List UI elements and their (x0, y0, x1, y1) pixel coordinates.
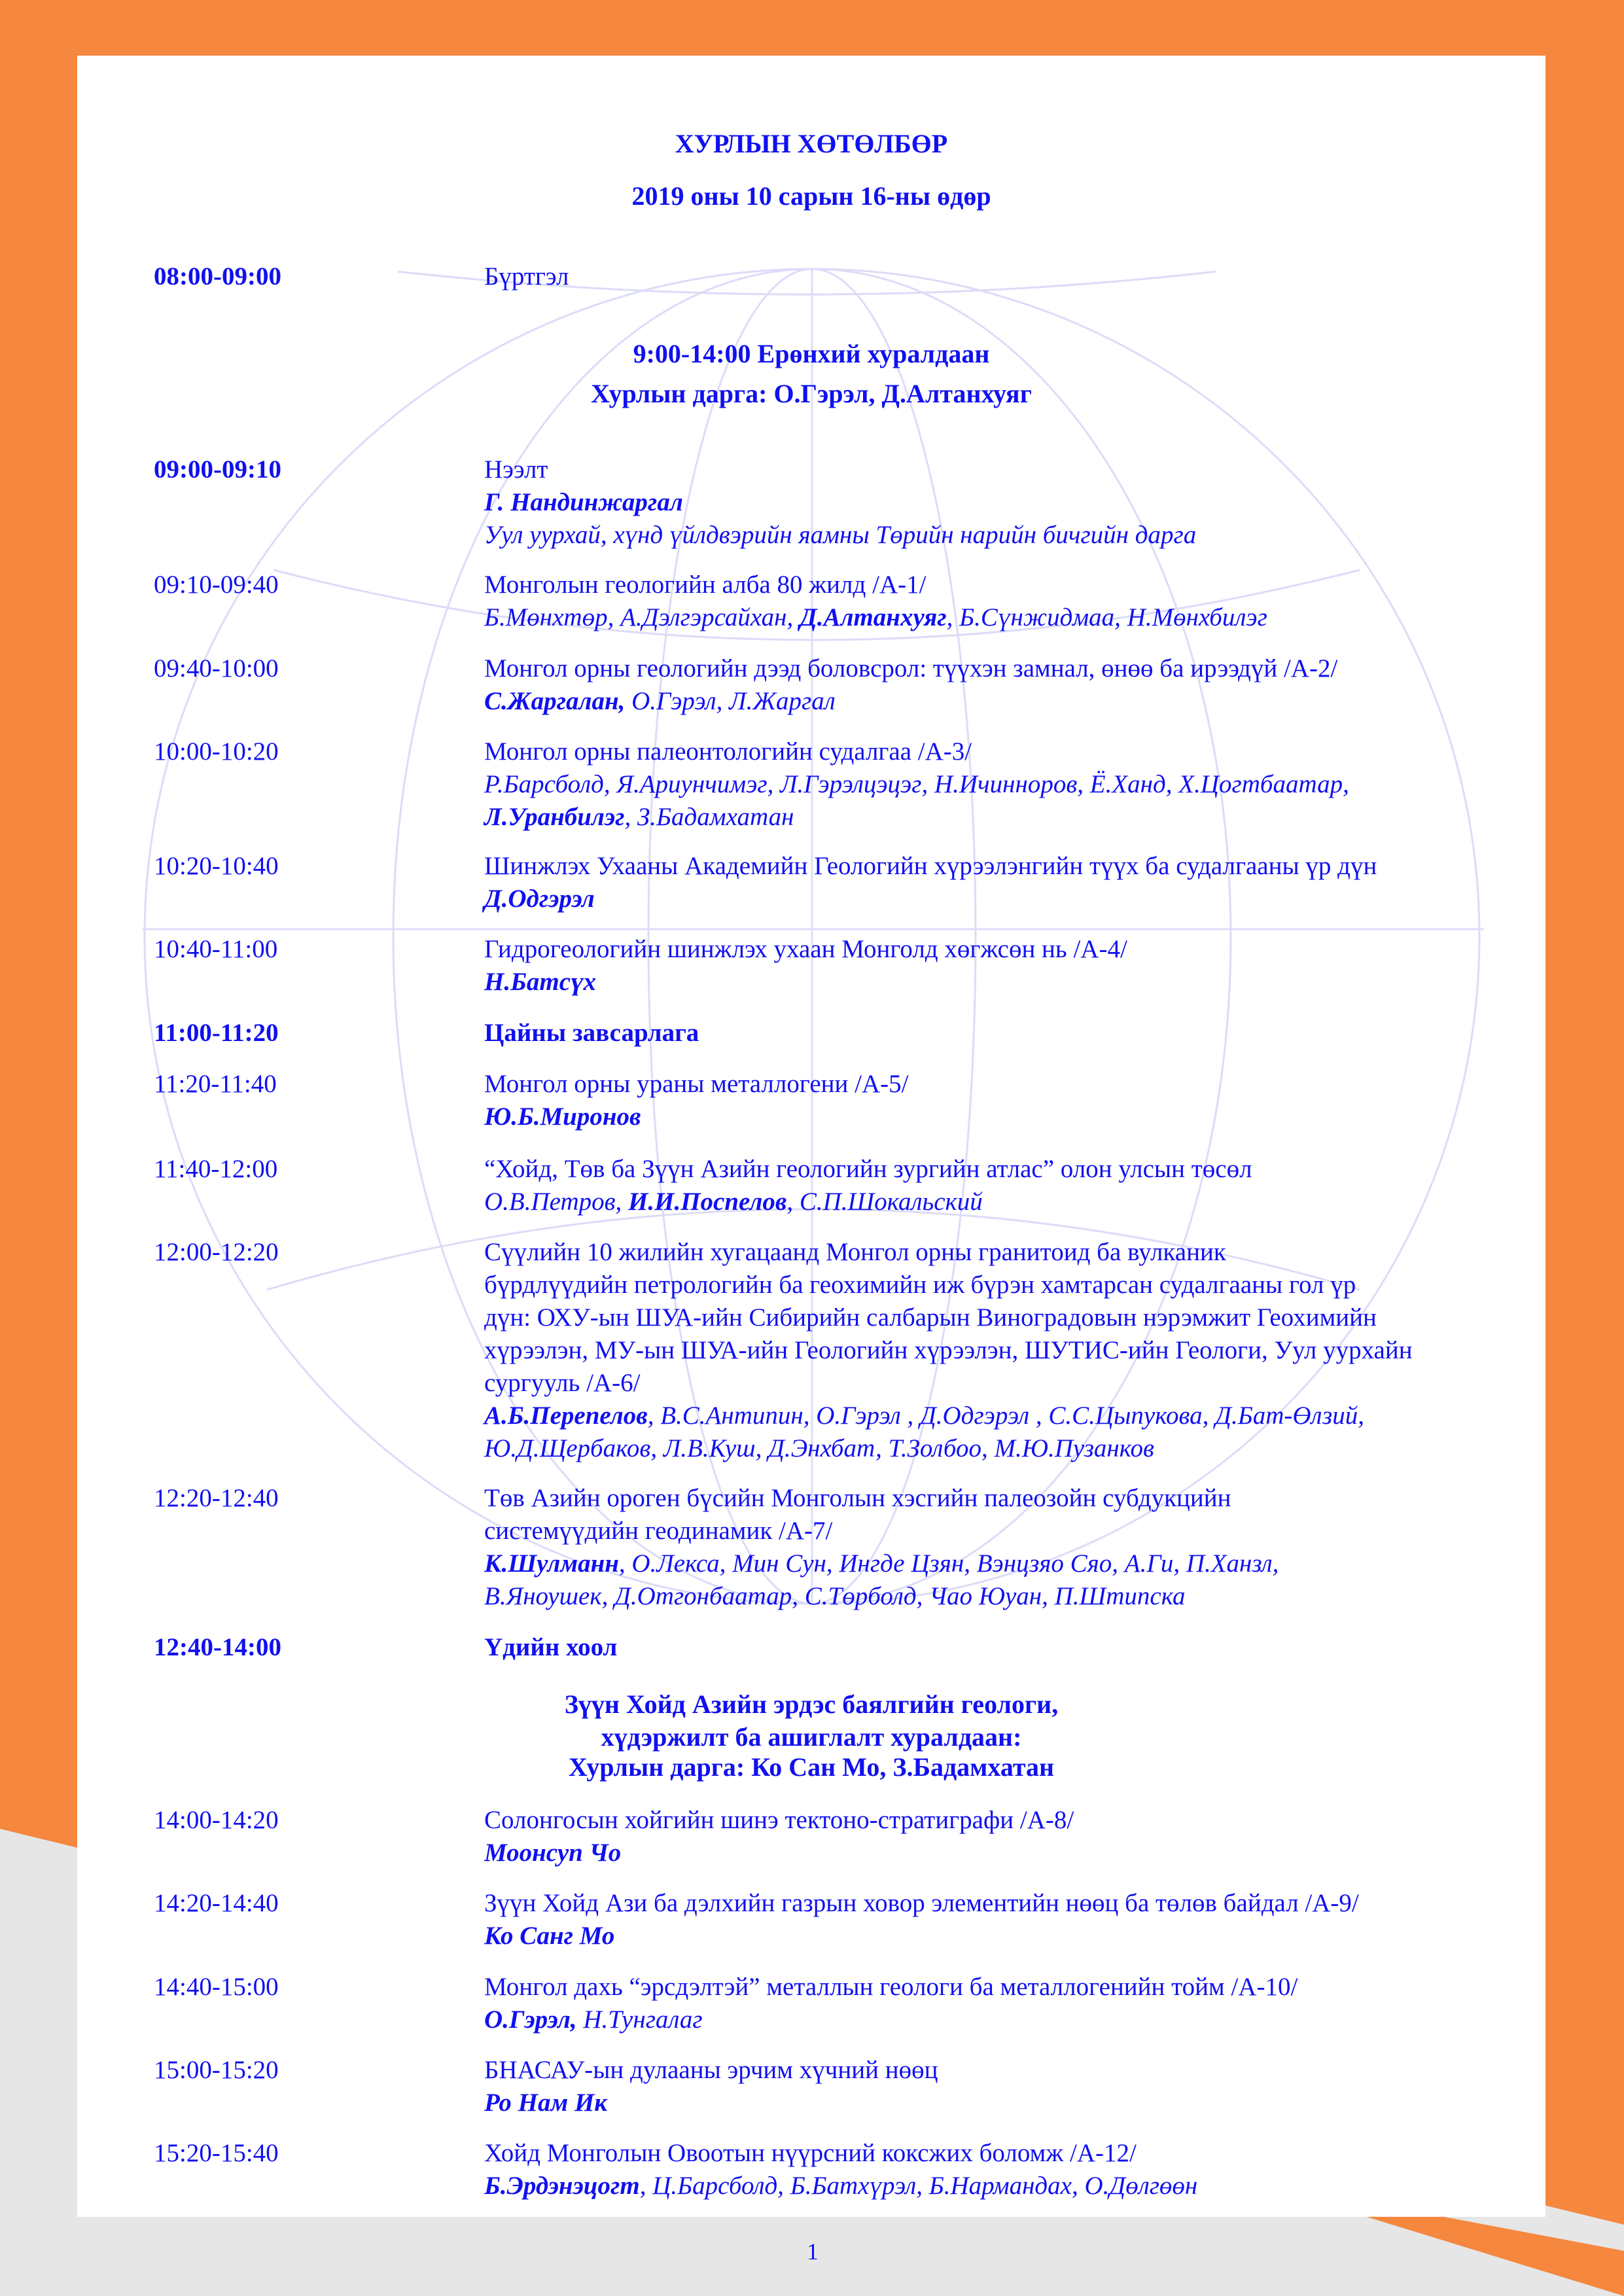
entry-time: 14:00-14:20 (154, 1806, 279, 1834)
entry-title: Монгол орны палеонтологийн судалгаа /А-3/ (484, 737, 972, 766)
entry-time: 15:00-15:20 (154, 2056, 279, 2084)
entry-title: Үдийн хоол (484, 1633, 618, 1661)
entry-time: 12:20-12:40 (154, 1484, 279, 1512)
presenter-name: Н.Батсүх (484, 968, 597, 996)
presenter-name: Д.Одгэрэл (484, 885, 595, 913)
entry-authors (484, 883, 595, 915)
entry-title: Гидрогеологийн шинжлэх ухаан Монголд хөгжсөн нь /А-4/ (484, 935, 1127, 963)
entry-authors (484, 1432, 1154, 1465)
entry-authors (484, 1186, 983, 1218)
entry-authors (484, 1101, 641, 1133)
entry-time: 10:40-11:00 (154, 935, 278, 963)
session1-chair: Хурлын дарга: О.Гэрэл, Д.Алтанхуяг (591, 379, 1032, 408)
author-name: Уул уурхай, хүнд үйлдвэрийн яамны Төрийн нарийн бичгийн дарга (484, 521, 1197, 549)
entry-title: системүүдийн геодинамик /А-7/ (484, 1517, 833, 1545)
entry-title: сургууль /А-6/ (484, 1369, 641, 1397)
entry-time: 11:00-11:20 (154, 1019, 279, 1047)
entry-authors (484, 1920, 614, 1952)
entry-time: 08:00-09:00 (154, 262, 281, 291)
author-name: Р.Барсболд, Я.Ариунчимэг, Л.Гэрэлцэцэг, Н.Ичинноров, Ё.Ханд, Х.Цогтбаатар, (484, 770, 1349, 798)
entry-authors (484, 685, 836, 718)
author-name: Б.Мөнхтөр, А.Дэлгэрсайхан, (484, 603, 800, 631)
entry-title: Солонгосын хойгийн шинэ тектоно-стратиграфи /А-8/ (484, 1806, 1074, 1834)
author-name: Ю.Д.Щербаков, Л.В.Куш, Д.Энхбат, Т.Золбоо, М.Ю.Пузанков (484, 1434, 1154, 1462)
entry-authors (484, 486, 683, 519)
presenter-name: И.И.Поспелов (628, 1188, 787, 1216)
entry-time: 09:10-09:40 (154, 571, 279, 599)
entry-authors (484, 1837, 621, 1869)
entry-title: бүрдлүүдийн петрологийн ба геохимийн иж бүрэн хамтарсан судалгааны гол үр (484, 1271, 1356, 1299)
presenter-name: А.Б.Перепелов (484, 1402, 648, 1430)
entry-time: 10:00-10:20 (154, 737, 279, 766)
author-name: Н.Тунгалаг (576, 2005, 703, 2034)
entry-authors (484, 1580, 1185, 1613)
entry-authors (484, 519, 1196, 552)
entry-title: Сүүлийн 10 жилийн хугацаанд Монгол орны гранитоид ба вулканик (484, 1238, 1226, 1266)
author-name: , В.С.Антипин, О.Гэрэл , Д.Одгэрэл , С.С.Цыпукова, Д.Бат-Өлзий, (647, 1402, 1364, 1430)
entry-time: 15:20-15:40 (154, 2139, 279, 2167)
document-date: 2019 оны 10 сарын 16-ны өдөр (631, 181, 991, 211)
entry-title: Монгол дахь “эрсдэлтэй” металлын геологи ба металлогенийн тойм /А-10/ (484, 1973, 1298, 2001)
author-name: , Б.Сүнжидмаа, Н.Мөнхбилэг (946, 603, 1267, 631)
entry-authors (484, 768, 1349, 801)
program-page (77, 56, 1545, 2217)
entry-authors (484, 2170, 1197, 2202)
author-name: , З.Бадамхатан (624, 803, 794, 831)
presenter-name: Моонсуп Чо (484, 1839, 622, 1867)
entry-time: 12:00-12:20 (154, 1238, 279, 1266)
entry-time: 09:00-09:10 (154, 455, 281, 484)
entry-title: Төв Азийн ороген бүсийн Монголын хэсгийн палеозойн субдукцийн (484, 1484, 1231, 1512)
entry-time: 11:20-11:40 (154, 1070, 277, 1098)
entry-title: Цайны завсарлага (484, 1019, 699, 1047)
entry-title: дүн: ОХУ-ын ШУА-ийн Сибирийн салбарын Виноградовын нэрэмжит Геохимийн (484, 1303, 1377, 1332)
presenter-name: С.Жаргалан, (484, 687, 626, 715)
presenter-name: Ко Санг Мо (484, 1922, 615, 1950)
session1-title: 9:00-14:00 Ерөнхий хуралдаан (633, 339, 990, 368)
entry-time: 14:40-15:00 (154, 1973, 279, 2001)
entry-authors (484, 966, 596, 998)
entry-authors (484, 601, 1267, 634)
author-name: , Ц.Барсболд, Б.Батхүрэл, Б.Нармандах, О.Дөлгөөн (639, 2172, 1198, 2200)
presenter-name: Д.Алтанхуяг (800, 603, 947, 631)
presenter-name: Г. Нандинжаргал (484, 488, 683, 516)
presenter-name: К.Шулманн (484, 1549, 619, 1578)
author-name: О.В.Петров, (484, 1188, 629, 1216)
entry-time: 14:20-14:40 (154, 1889, 279, 1917)
presenter-name: О.Гэрэл, (484, 2005, 577, 2034)
entry-time: 10:20-10:40 (154, 852, 279, 880)
entry-title: хүрээлэн, МУ-ын ШУА-ийн Геологийн хүрээлэн, ШУТИС-ийн Геологи, Уул уурхайн (484, 1336, 1413, 1364)
session2-title-1: Зүүн Хойд Азийн эрдэс баялгийн геологи, (564, 1689, 1059, 1719)
entry-title: Бүртгэл (484, 262, 569, 291)
session2-title-2: хүдэржилт ба ашиглалт хуралдаан: (601, 1722, 1022, 1752)
author-name: В.Яноушек, Д.Отгонбаатар, С.Төрболд, Чао Юуан, П.Штипска (484, 1582, 1186, 1610)
entry-time: 11:40-12:00 (154, 1155, 278, 1183)
entry-title: Зүүн Хойд Ази ба дэлхийн газрын ховор элементийн нөөц ба төлөв байдал /А-9/ (484, 1889, 1359, 1917)
author-name: , С.П.Шокальский (786, 1188, 983, 1216)
entry-title: “Хойд, Төв ба Зүүн Азийн геологийн зургийн атлас” олон улсын төсөл (484, 1155, 1252, 1183)
session2-chair: Хурлын дарга: Ко Сан Мо, З.Бадамхатан (568, 1752, 1055, 1782)
presenter-name: Ю.Б.Миронов (484, 1103, 641, 1131)
presenter-name: Б.Эрдэнэцогт (484, 2172, 640, 2200)
presenter-name: Ро Нам Ик (484, 2089, 608, 2117)
entry-title: Монгол орны ураны металлогени /А-5/ (484, 1070, 909, 1098)
author-name: , О.Лекса, Мин Сун, Ингде Цзян, Вэнцзяо Сяо, А.Ги, П.Ханзл, (618, 1549, 1279, 1578)
entry-authors (484, 1547, 1279, 1580)
entry-title: Монгол орны геологийн дээд боловсрол: түүхэн замнал, өнөө ба ирээдүй /А-2/ (484, 654, 1338, 682)
entry-authors (484, 801, 794, 834)
author-name: О.Гэрэл, Л.Жаргал (625, 687, 836, 715)
entry-authors (484, 2087, 607, 2119)
entry-title: Монголын геологийн алба 80 жилд /А-1/ (484, 571, 927, 599)
entry-title: Шинжлэх Ухааны Академийн Геологийн хүрээлэнгийн түүх ба судалгааны үр дүн (484, 852, 1377, 880)
document-title: ХУРЛЫН ХӨТӨЛБӨР (675, 129, 948, 158)
entry-authors (484, 1400, 1364, 1432)
presenter-name: Л.Уранбилэг (484, 803, 625, 831)
entry-authors (484, 2004, 703, 2036)
page-number: 1 (807, 2238, 819, 2265)
entry-title: БНАСАУ-ын дулааны эрчим хүчний нөөц (484, 2056, 938, 2084)
entry-title: Хойд Монголын Овоотын нүүрсний коксжих боломж /А-12/ (484, 2139, 1137, 2167)
entry-time: 09:40-10:00 (154, 654, 279, 682)
entry-time: 12:40-14:00 (154, 1633, 281, 1661)
entry-title: Нээлт (484, 455, 548, 484)
